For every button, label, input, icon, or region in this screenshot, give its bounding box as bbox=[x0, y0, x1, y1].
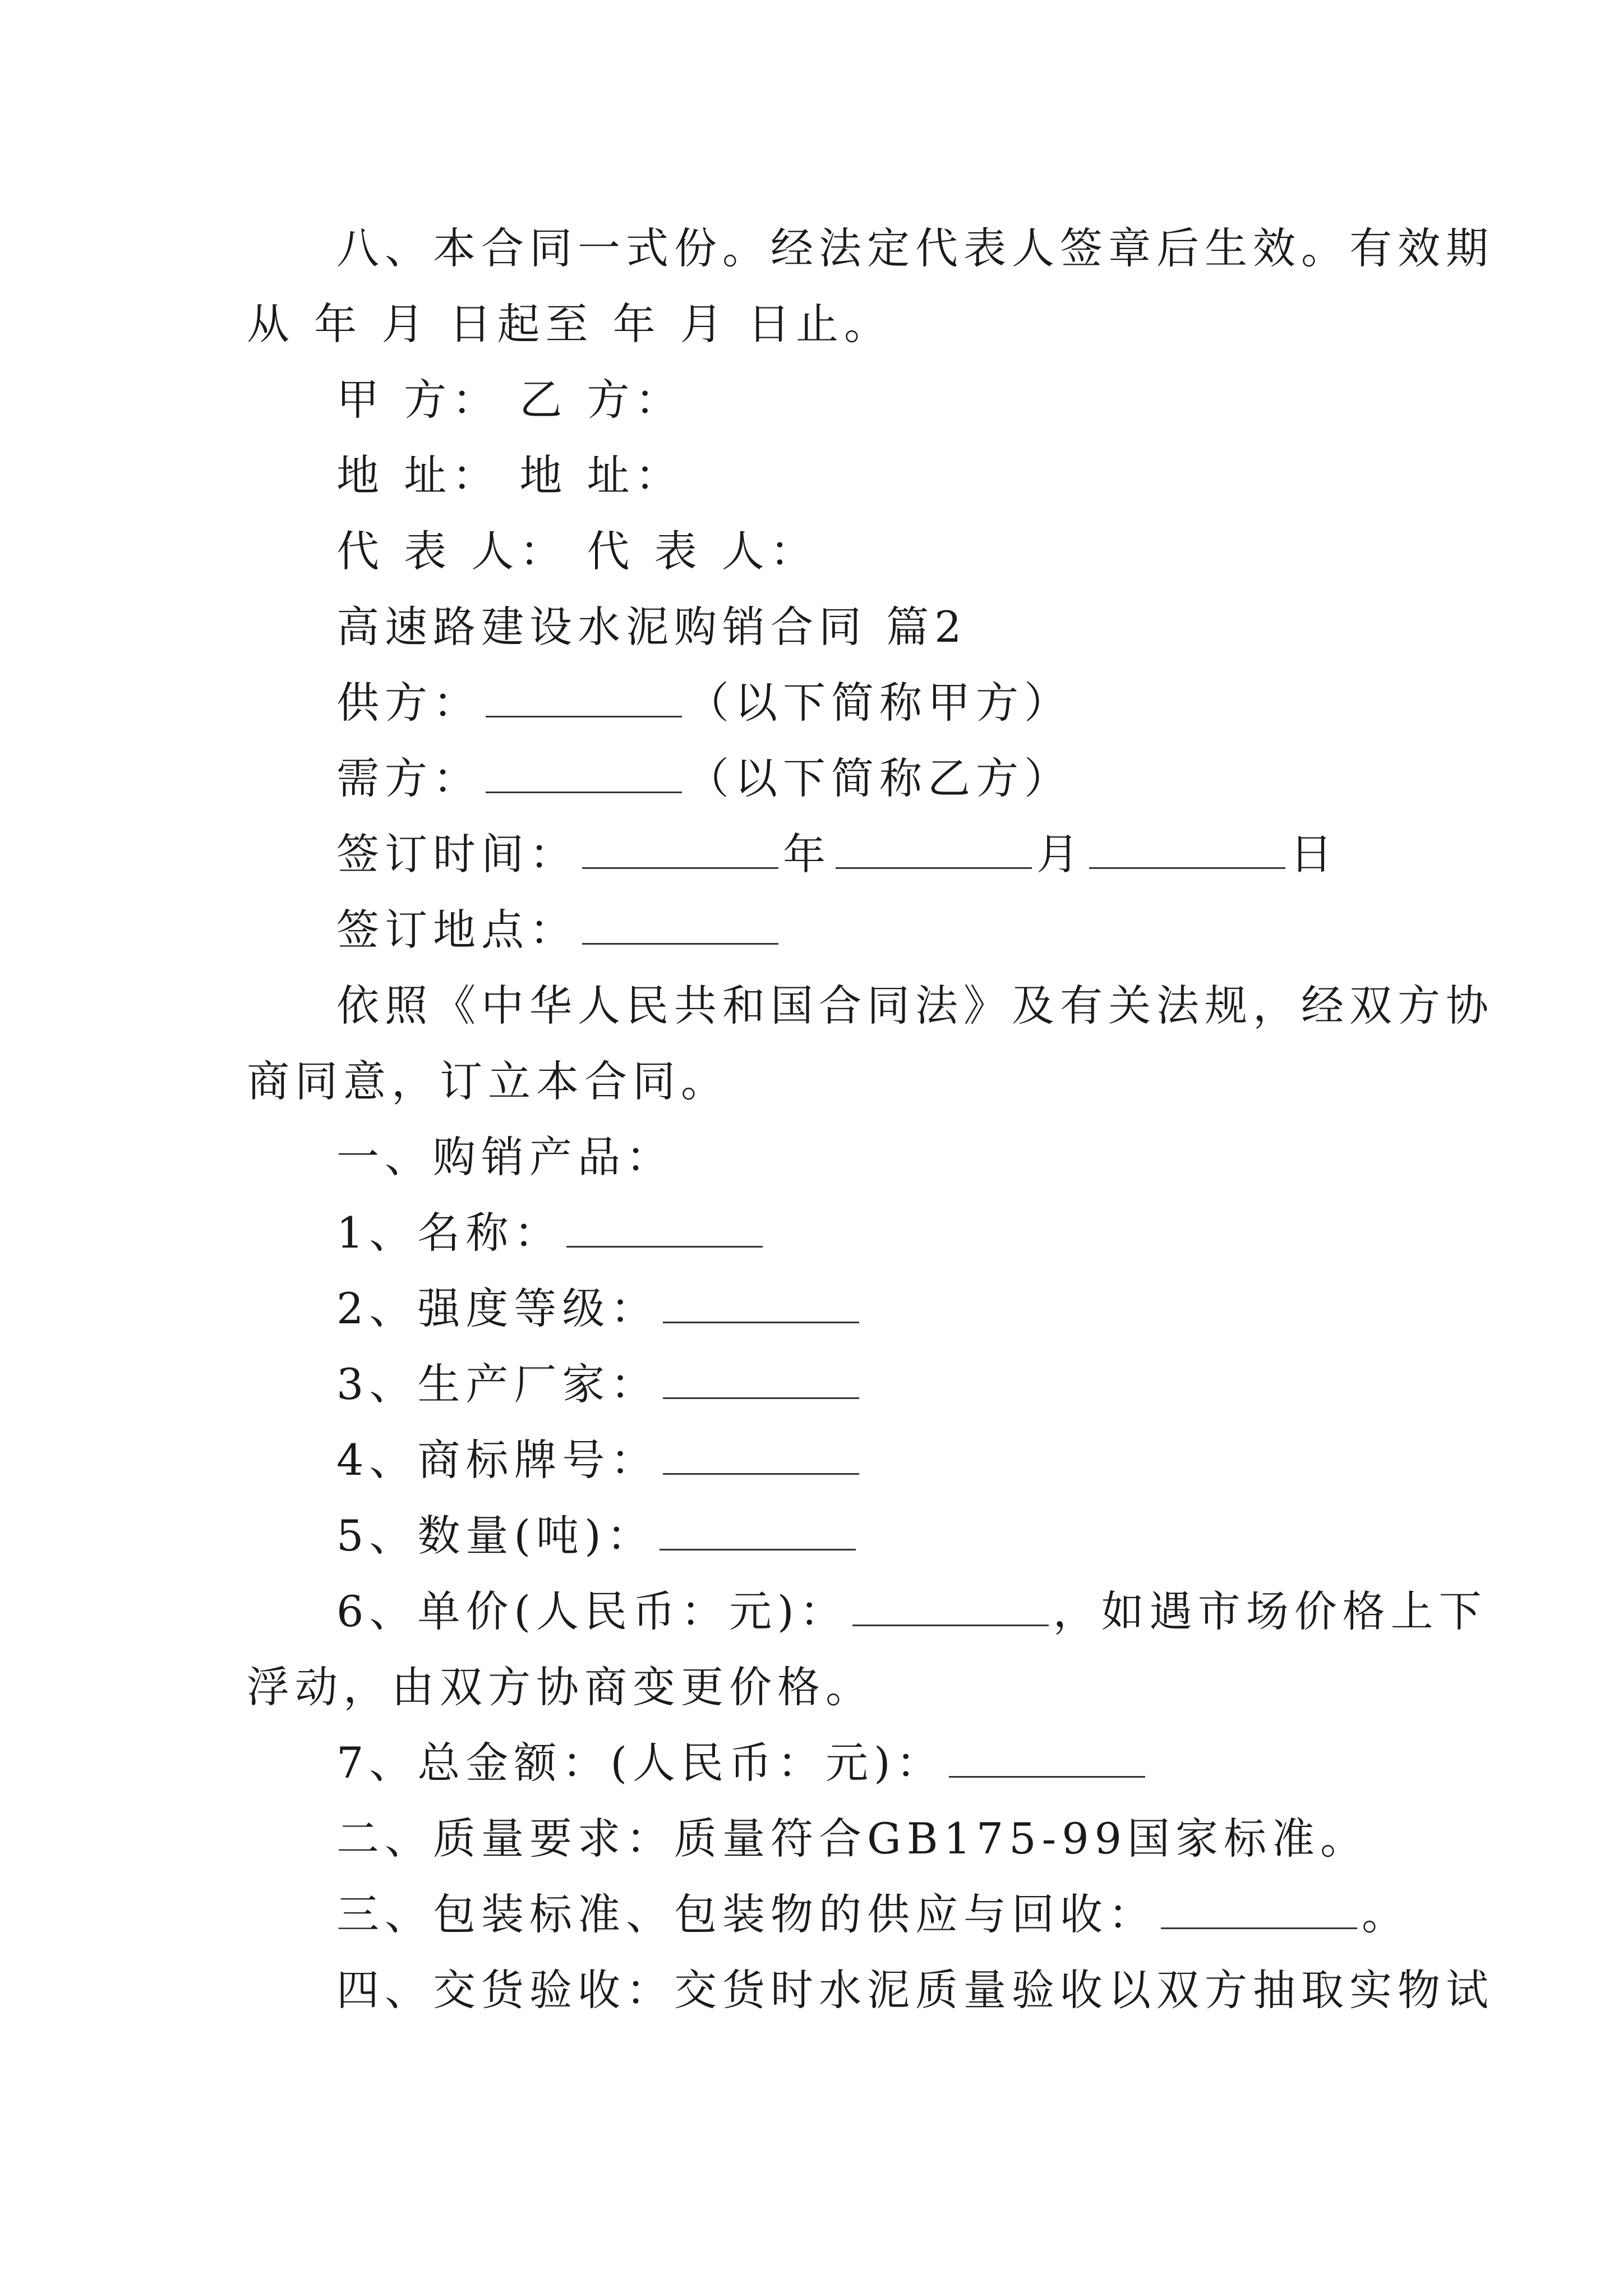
text: 高速路建设水泥购销合同 篇2 bbox=[336, 602, 967, 652]
buyer-line bbox=[247, 752, 1391, 806]
clause-1-title bbox=[247, 1130, 1391, 1184]
text: （以下简称乙方） bbox=[686, 753, 1072, 803]
label: 3、生产厂家： bbox=[336, 1359, 659, 1409]
blank-field bbox=[852, 1585, 1049, 1626]
representative-line bbox=[247, 524, 1391, 578]
text: 甲 方： 乙 方： bbox=[336, 375, 684, 425]
label: 5、数量(吨)： bbox=[336, 1511, 655, 1561]
text: 商同意，订立本合同。 bbox=[247, 1056, 729, 1106]
label: 三、包装标准、包装物的供应与回收： bbox=[336, 1889, 1156, 1939]
preamble-line-2 bbox=[247, 1055, 1391, 1108]
text: 八、本合同一式份。经法定代表人签章后生效。有效期 bbox=[336, 223, 1494, 273]
text: 从 年 月 日起至 年 月 日止。 bbox=[247, 299, 892, 349]
blank-field bbox=[582, 828, 778, 869]
preamble-line-1 bbox=[247, 979, 1494, 1033]
text: 二、质量要求：质量符合GB175-99国家标准。 bbox=[336, 1814, 1369, 1864]
blank-field bbox=[660, 1510, 856, 1550]
blank-field bbox=[582, 904, 778, 945]
blank-field bbox=[486, 677, 682, 717]
label: 签订地点： bbox=[336, 905, 578, 955]
label: 需方： bbox=[336, 753, 481, 803]
label: 7、总金额：(人民币：元)： bbox=[336, 1738, 944, 1788]
blank-field bbox=[566, 1207, 763, 1248]
blank-field bbox=[663, 1434, 859, 1475]
blank-field bbox=[486, 752, 682, 793]
clause-4-line bbox=[247, 1963, 1494, 2017]
address-line bbox=[247, 449, 1391, 503]
text: 浮动，由双方协商变更价格。 bbox=[247, 1662, 874, 1712]
label: 1、名称： bbox=[336, 1208, 562, 1258]
text: 代 表 人： 代 表 人： bbox=[336, 526, 818, 576]
clause-8-line-2 bbox=[247, 297, 1391, 351]
item-quantity-line bbox=[247, 1509, 1391, 1563]
item-name-line bbox=[247, 1206, 1391, 1260]
blank-field bbox=[1089, 828, 1285, 869]
section-title bbox=[247, 600, 1391, 654]
clause-3-line bbox=[247, 1888, 1410, 1941]
item-price-line-2 bbox=[247, 1660, 1391, 1714]
blank-field bbox=[949, 1737, 1145, 1778]
text: 年 bbox=[783, 829, 831, 879]
text: ，如遇市场价格上下 bbox=[1053, 1586, 1487, 1636]
text: （以下简称甲方） bbox=[686, 678, 1072, 728]
item-brand-line bbox=[247, 1433, 1391, 1487]
signing-place-line bbox=[247, 903, 1391, 957]
label: 供方： bbox=[336, 678, 481, 728]
blank-field bbox=[663, 1358, 859, 1399]
text: 依照《中华人民共和国合同法》及有关法规，经双方协 bbox=[336, 981, 1494, 1030]
label: 4、商标牌号： bbox=[336, 1435, 659, 1485]
supplier-line bbox=[247, 676, 1391, 730]
item-manufacturer-line bbox=[247, 1358, 1391, 1411]
item-price-line-1 bbox=[247, 1585, 1487, 1639]
text: 。 bbox=[1362, 1889, 1410, 1939]
blank-field bbox=[836, 828, 1032, 869]
text: 月 bbox=[1036, 829, 1085, 879]
text: 四、交货验收：交货时水泥质量验收以双方抽取实物试 bbox=[336, 1965, 1494, 2015]
label: 6、单价(人民币：元)： bbox=[336, 1586, 848, 1636]
party-line bbox=[247, 373, 1391, 427]
text: 地 址： 地 址： bbox=[336, 450, 684, 500]
item-total-line bbox=[247, 1736, 1391, 1790]
blank-field bbox=[663, 1282, 859, 1323]
item-grade-line bbox=[247, 1282, 1391, 1336]
label: 2、强度等级： bbox=[336, 1283, 659, 1333]
text: 日 bbox=[1290, 829, 1338, 879]
blank-field bbox=[1161, 1888, 1357, 1929]
label: 签订时间： bbox=[336, 829, 578, 879]
clause-2-line bbox=[247, 1812, 1391, 1866]
signing-time-line bbox=[247, 827, 1391, 881]
text: 一、购销产品： bbox=[336, 1132, 674, 1182]
clause-8-line-1 bbox=[247, 222, 1494, 275]
